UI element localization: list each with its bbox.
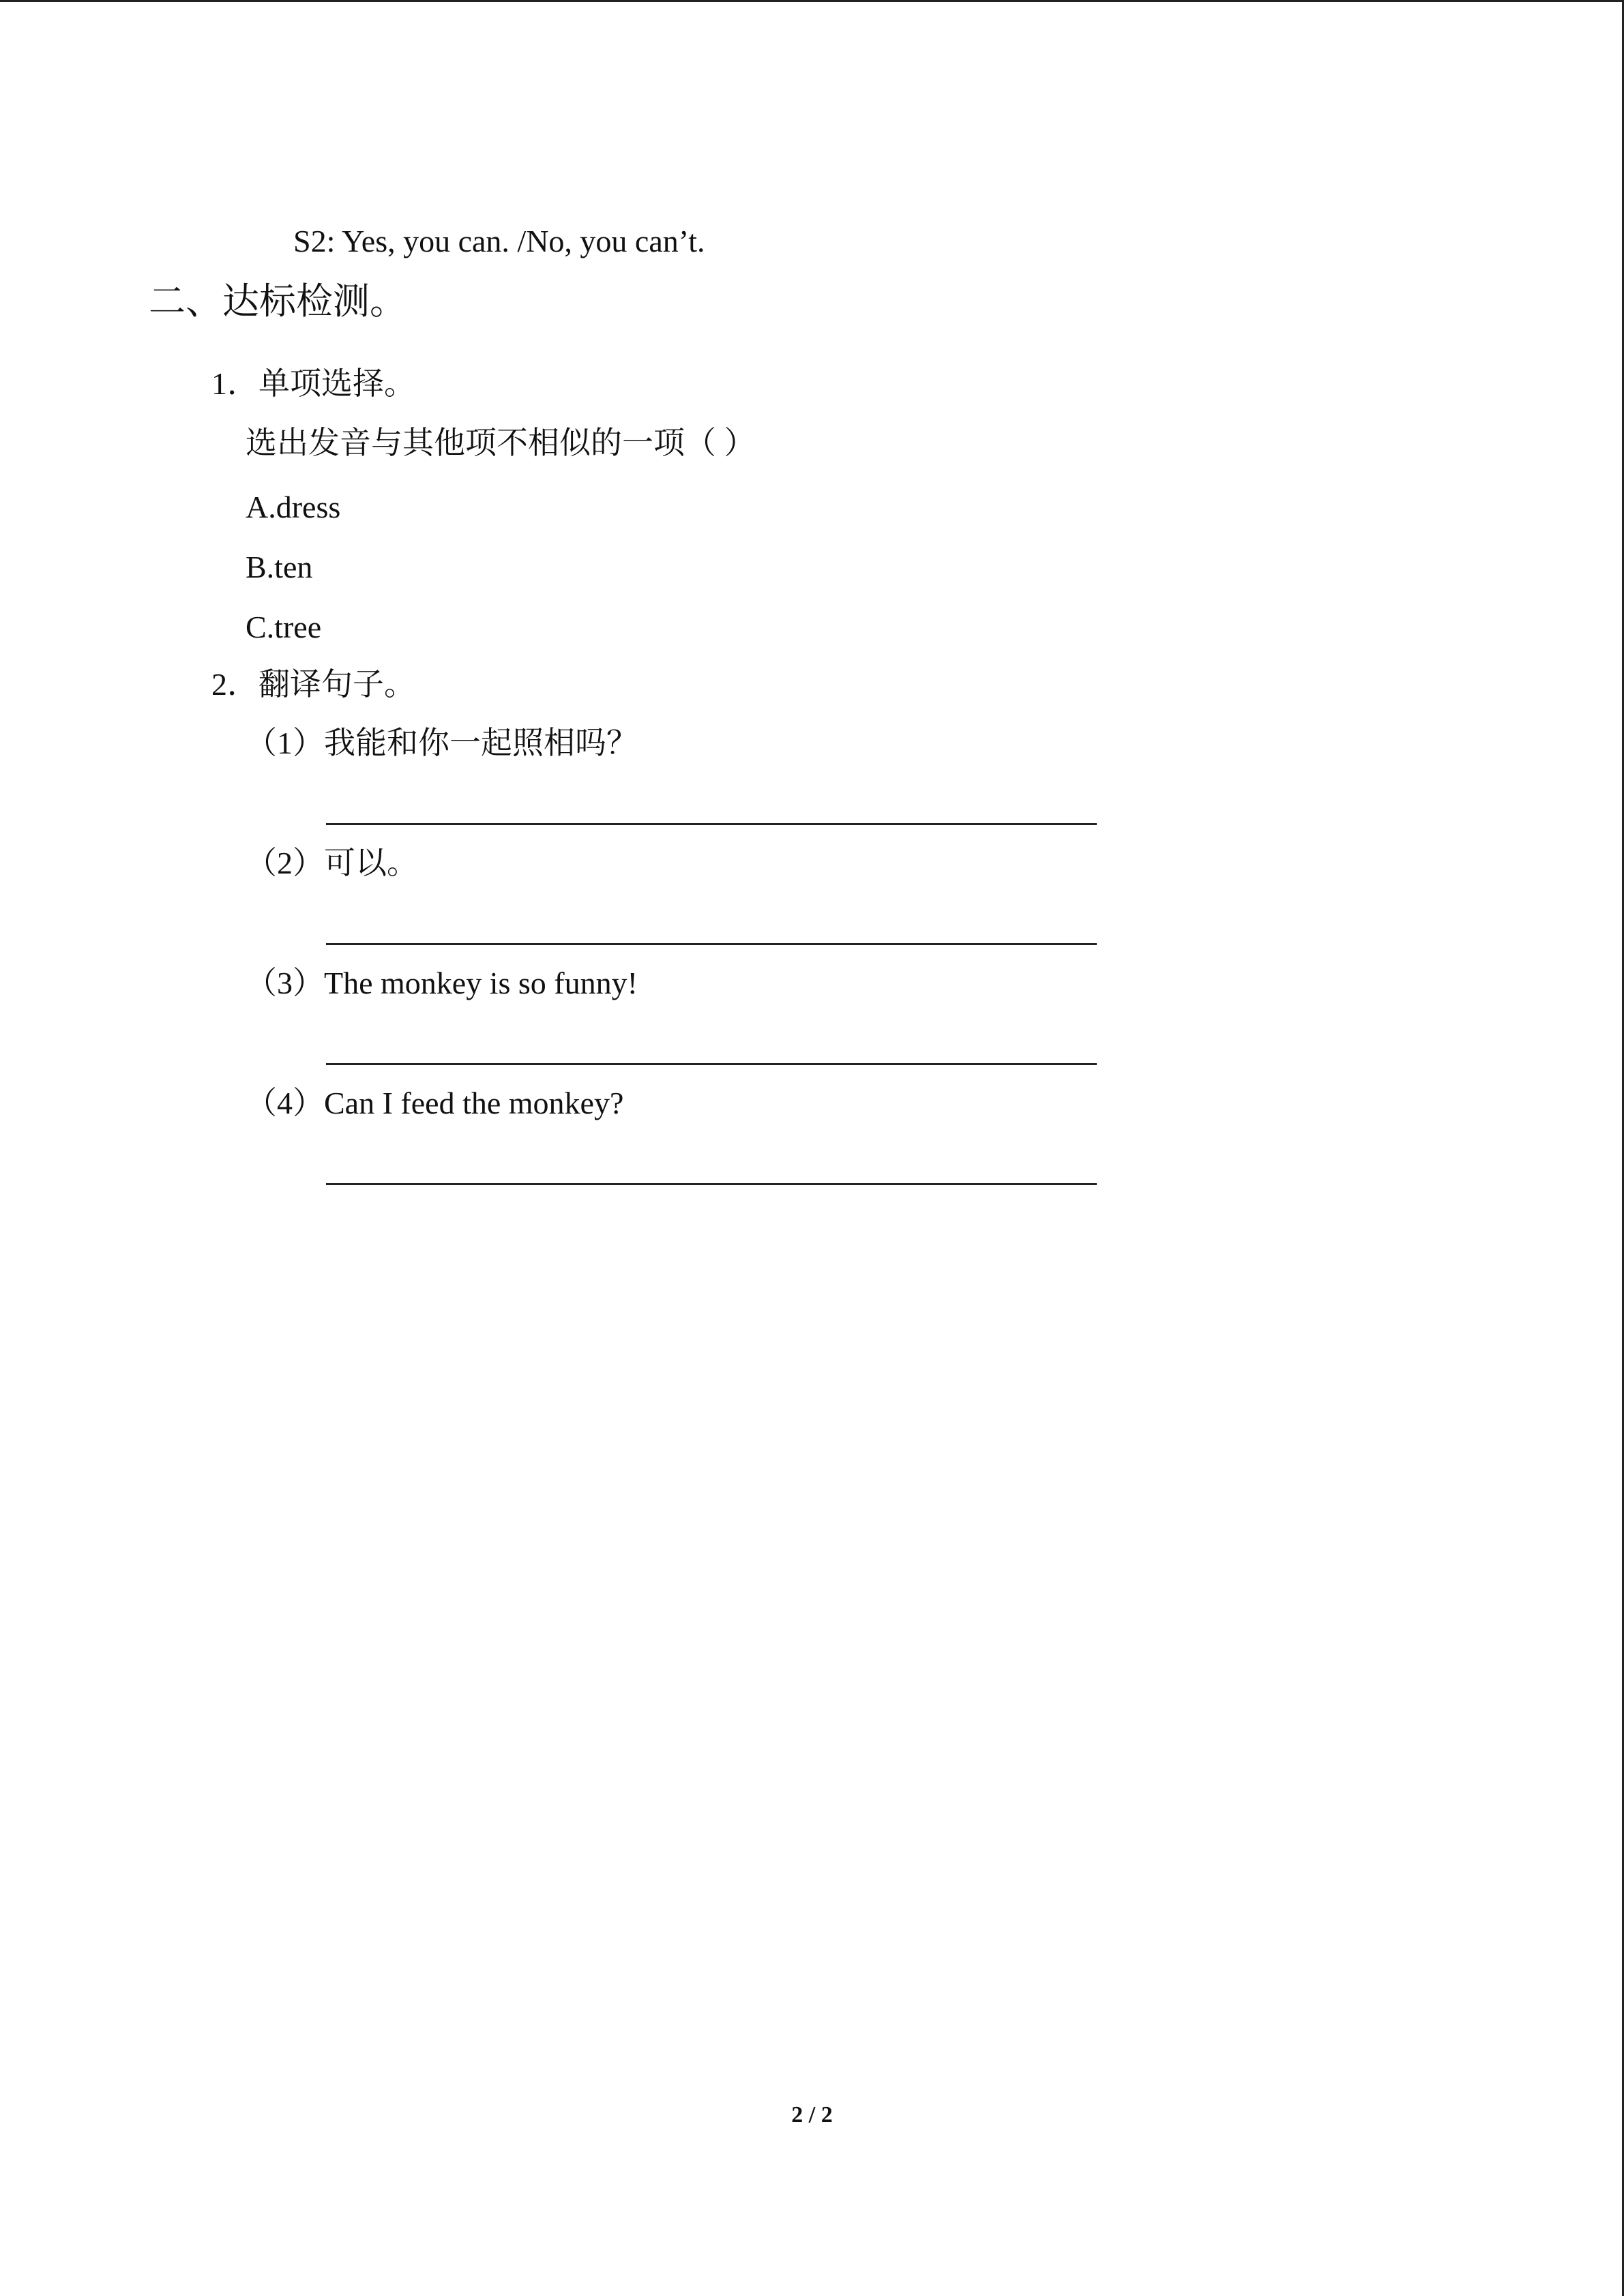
answer-line-1[interactable] (326, 823, 1097, 825)
answer-line-2[interactable] (326, 943, 1097, 945)
question-1-heading: 1．单项选择。 (211, 366, 415, 401)
option-b: B.ten (246, 550, 313, 584)
option-a: A.dress (246, 490, 341, 524)
translation-item-4: （4）Can I feed the monkey? (246, 1086, 624, 1120)
translation-item-1: （1）我能和你一起照相吗？ (246, 726, 638, 760)
question-2-heading: 2．翻译句子。 (211, 667, 415, 702)
page-number: 2 / 2 (791, 2102, 833, 2128)
question-1-prompt: 选出发音与其他项不相似的一项（ ） (246, 426, 756, 460)
dialogue-line: S2: Yes, you can. /No, you can’t. (293, 224, 705, 258)
answer-line-4[interactable] (326, 1183, 1097, 1185)
option-c: C.tree (246, 610, 322, 644)
translation-item-2: （2）可以。 (246, 846, 418, 880)
section-title: 二、达标检测。 (149, 281, 407, 322)
answer-line-3[interactable] (326, 1063, 1097, 1065)
translation-item-3: （3）The monkey is so funny! (246, 966, 638, 1000)
